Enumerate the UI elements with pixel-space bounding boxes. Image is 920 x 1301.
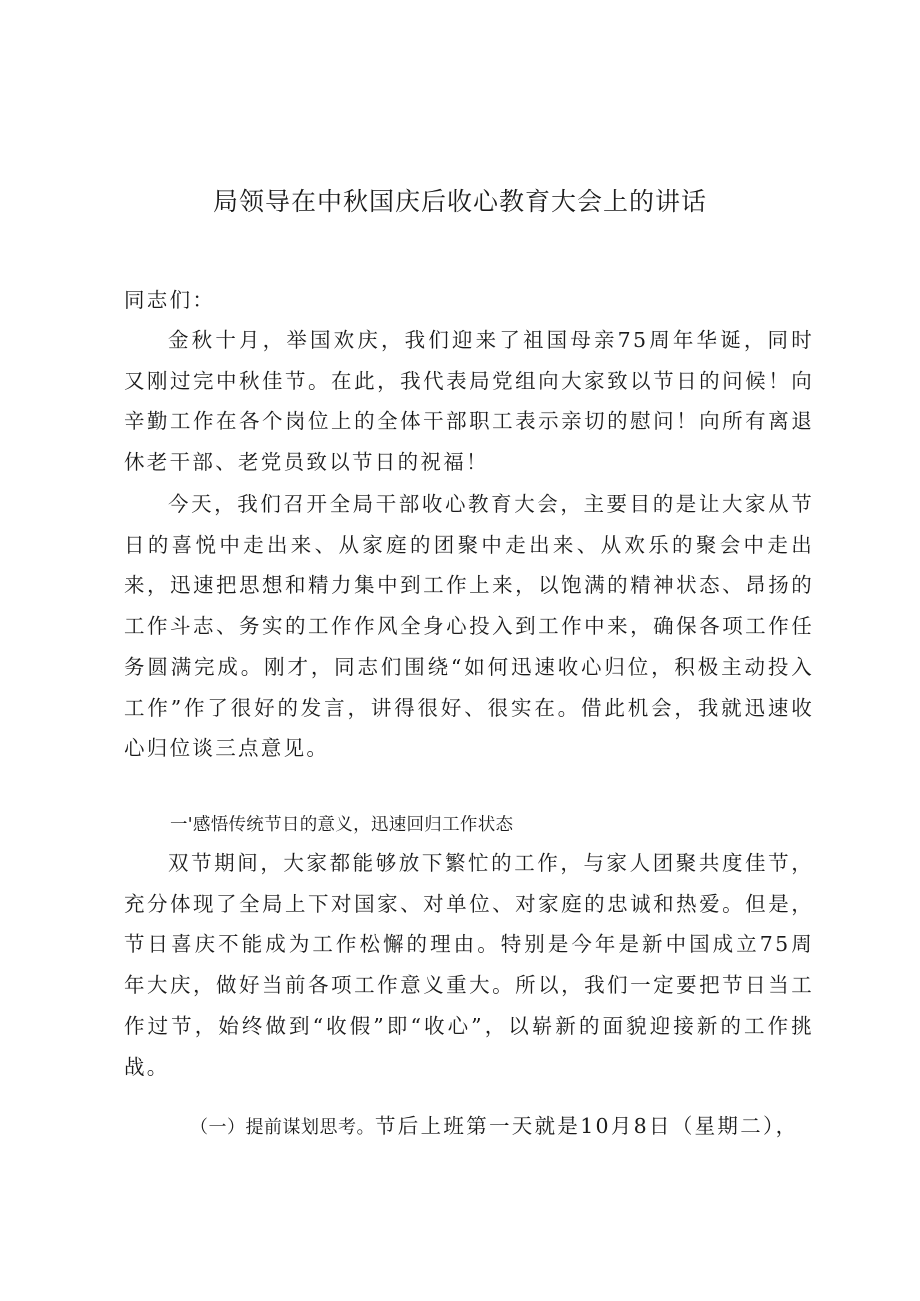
subsection-1-text: 节后上班第一天就是10月8日（星期二）， (375, 1114, 799, 1138)
section-heading-1: 一'感悟传统节日的意义，迅速回归工作状态 (170, 815, 514, 835)
subsection-1 (190, 1106, 830, 1149)
document-title: 局领导在中秋国庆后收心教育大会上的讲话 (212, 187, 707, 216)
subsection-1-lead: （一）提前谋划思考。 (190, 1117, 375, 1138)
greeting: 同志们： (124, 288, 216, 312)
paragraph-3: 双节期间，大家都能够放下繁忙的工作，与家人团聚共度佳节，充分体现了全局上下对国家、对单位、对家庭的忠诚和热爱。但是，节日喜庆不能成为工作松懈的理由。特别是今年是新中国成立75周年大庆，做好当前各项工作意义重大。所以，我们一定要把节日当工作过节，始终做到“收假”即“收心”，以崭新的面貌迎接新的工作挑战。 (124, 851, 814, 1079)
paragraph-1: 金秋十月，举国欢庆，我们迎来了祖国母亲75周年华诞，同时又刚过完中秋佳节。在此，我代表局党组向大家致以节日的问候！向辛勤工作在各个岗位上的全体干部职工表示亲切的慰问！向所有离退休老干部、老党员致以节日的祝福！ (124, 328, 814, 475)
paragraph-2: 今天，我们召开全局干部收心教育大会，主要目的是让大家从节日的喜悦中走出来、从家庭的团聚中走出来、从欢乐的聚会中走出来，迅速把思想和精力集中到工作上来，以饱满的精神状态、昂扬的工作斗志、务实的工作作风全身心投入到工作中来，确保各项工作任务圆满完成。刚才，同志们围绕“如何迅速收心归位，积极主动投入工作”作了很好的发言，讲得很好、很实在。借此机会，我就迅速收心归位谈三点意见。 (124, 492, 814, 761)
